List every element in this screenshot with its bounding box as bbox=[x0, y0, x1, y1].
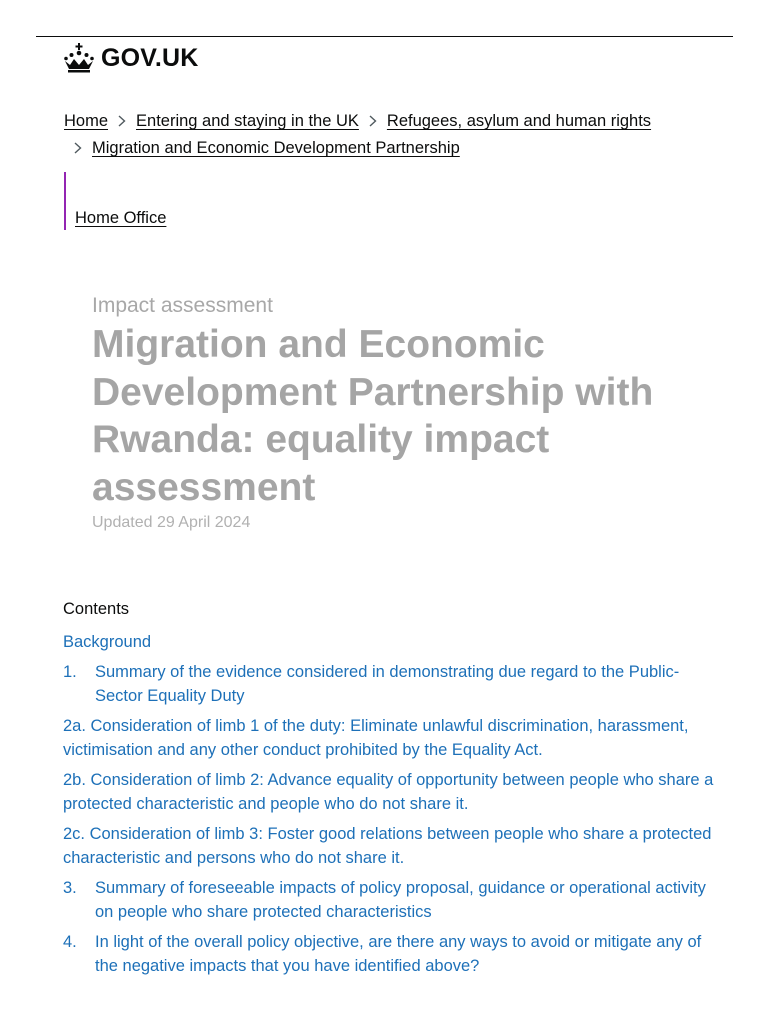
contents-item-number: 4. bbox=[63, 933, 77, 951]
contents-link-summary-evidence[interactable]: Summary of the evidence considered in demonstrating due regard to the Public-Sector Equality Duty bbox=[95, 663, 680, 705]
contents-item bbox=[63, 714, 723, 762]
govuk-logo-link[interactable] bbox=[63, 43, 199, 73]
breadcrumb-home[interactable]: Home bbox=[64, 112, 109, 130]
govuk-logo-text: GOV.UK bbox=[101, 43, 199, 72]
breadcrumb-medp[interactable]: Migration and Economic Development Partnership bbox=[92, 139, 460, 157]
contents-item bbox=[63, 660, 723, 708]
contents-link-limb-2[interactable]: 2b. Consideration of limb 2: Advance equality of opportunity between people who share a protected characteristic and people who do not share it. bbox=[63, 771, 714, 813]
contents-item-number: 3. bbox=[63, 879, 77, 897]
contents-link-foreseeable-impacts[interactable]: Summary of foreseeable impacts of policy proposal, guidance or operational activity on people who share protected characteristics bbox=[95, 879, 706, 921]
contents-item bbox=[63, 630, 723, 654]
contents-heading: Contents bbox=[63, 600, 130, 618]
header-top-border bbox=[36, 36, 733, 37]
breadcrumb-refugees-asylum[interactable]: Refugees, asylum and human rights bbox=[386, 112, 652, 130]
chevron-right-icon bbox=[359, 108, 387, 135]
contents-link-mitigation[interactable]: In light of the overall policy objective, are there any ways to avoid or mitigate any of the negative impacts that you have identified above? bbox=[95, 933, 702, 975]
breadcrumb-entering-staying[interactable]: Entering and staying in the UK bbox=[136, 112, 359, 130]
page-title: Migration and Economic Development Partnership with Rwanda: equality impact assessment bbox=[92, 323, 654, 509]
contents-item bbox=[63, 768, 723, 816]
contents-link-limb-3[interactable]: 2c. Consideration of limb 3: Foster good relations between people who share a protected characteristic and persons who do not share it. bbox=[63, 825, 712, 867]
crown-icon bbox=[63, 43, 95, 73]
contents-item-number: 1. bbox=[63, 663, 77, 681]
contents-link-limb-1[interactable]: 2a. Consideration of limb 1 of the duty: Eliminate unlawful discrimination, harassment, victimisation and any other conduct prohibited by the Equality Act. bbox=[63, 717, 689, 759]
organisation-logo bbox=[64, 172, 167, 230]
contents-item bbox=[63, 930, 723, 978]
breadcrumb bbox=[64, 108, 724, 162]
updated-date: Updated 29 April 2024 bbox=[92, 514, 251, 531]
contents-item bbox=[63, 876, 723, 924]
contents-list bbox=[63, 630, 723, 984]
document-type: Impact assessment bbox=[92, 294, 273, 317]
contents-item bbox=[63, 822, 723, 870]
chevron-right-icon bbox=[64, 135, 92, 162]
contents-link-background[interactable]: Background bbox=[63, 633, 152, 651]
organisation-link[interactable]: Home Office bbox=[75, 209, 167, 227]
chevron-right-icon bbox=[108, 108, 136, 135]
